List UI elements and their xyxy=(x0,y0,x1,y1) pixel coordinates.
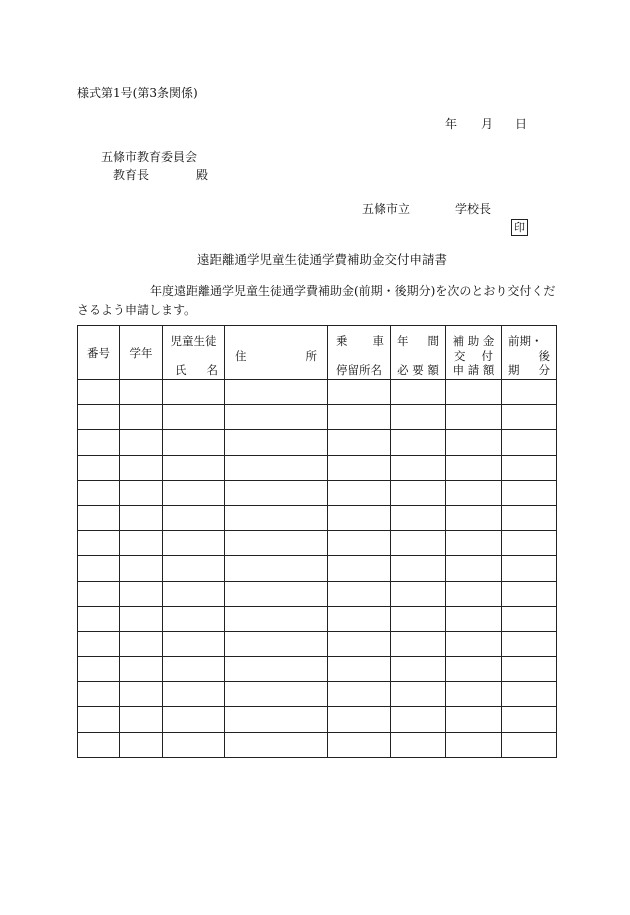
addressee-honorific: 殿 xyxy=(196,168,209,182)
cell-student-name[interactable] xyxy=(163,682,225,707)
cell-boarding-stop[interactable] xyxy=(328,707,391,732)
table-row xyxy=(78,405,557,430)
cell-annual-amount[interactable] xyxy=(391,405,446,430)
cell-subsidy-amount[interactable] xyxy=(446,430,502,455)
cell-grade[interactable] xyxy=(120,682,163,707)
header-grade xyxy=(120,326,163,380)
cell-grade[interactable] xyxy=(120,606,163,631)
table-row xyxy=(78,631,557,656)
cell-subsidy-amount[interactable] xyxy=(446,606,502,631)
cell-boarding-stop[interactable] xyxy=(328,556,391,581)
cell-period[interactable] xyxy=(502,531,557,556)
table-row xyxy=(78,505,557,530)
body-text-line-1: 年度遠距離通学児童生徒通学費補助金(前期・後期分)を次のとおり交付くだ xyxy=(150,284,556,298)
cell-grade[interactable] xyxy=(120,631,163,656)
cell-annual-amount[interactable] xyxy=(391,455,446,480)
cell-period[interactable] xyxy=(502,480,557,505)
cell-boarding-stop[interactable] xyxy=(328,581,391,606)
cell-annual-amount[interactable] xyxy=(391,505,446,530)
cell-period[interactable] xyxy=(502,405,557,430)
table-row xyxy=(78,581,557,606)
cell-subsidy-amount[interactable] xyxy=(446,380,502,405)
table-row xyxy=(78,480,557,505)
addressee-superintendent: 教育長 xyxy=(113,168,150,182)
cell-subsidy-amount[interactable] xyxy=(446,531,502,556)
cell-address[interactable] xyxy=(225,657,328,682)
header-boarding-stop xyxy=(328,326,391,380)
cell-subsidy-amount[interactable] xyxy=(446,405,502,430)
header-period-bottom-1: 期 xyxy=(508,363,520,377)
cell-subsidy-amount[interactable] xyxy=(446,581,502,606)
cell-annual-amount[interactable] xyxy=(391,380,446,405)
header-subsidy-mid-1: 交 xyxy=(454,349,466,363)
header-annual-top-2: 間 xyxy=(427,334,439,348)
table-row xyxy=(78,531,557,556)
cell-boarding-stop[interactable] xyxy=(328,732,391,757)
cell-annual-amount[interactable] xyxy=(391,556,446,581)
cell-address[interactable] xyxy=(225,505,328,530)
cell-annual-amount[interactable] xyxy=(391,707,446,732)
cell-period[interactable] xyxy=(502,682,557,707)
form-number: 様式第1号(第3条関係) xyxy=(77,86,198,100)
cell-number[interactable] xyxy=(78,606,120,631)
header-student-name xyxy=(163,326,225,380)
cell-student-name[interactable] xyxy=(163,505,225,530)
cell-period[interactable] xyxy=(502,505,557,530)
cell-subsidy-amount[interactable] xyxy=(446,505,502,530)
cell-student-name[interactable] xyxy=(163,657,225,682)
cell-subsidy-amount[interactable] xyxy=(446,455,502,480)
cell-subsidy-amount[interactable] xyxy=(446,480,502,505)
table-header-row xyxy=(78,326,557,380)
cell-grade[interactable] xyxy=(120,505,163,530)
table-row xyxy=(78,682,557,707)
cell-number[interactable] xyxy=(78,405,120,430)
cell-grade[interactable] xyxy=(120,657,163,682)
table-row xyxy=(78,556,557,581)
cell-boarding-stop[interactable] xyxy=(328,455,391,480)
cell-period[interactable] xyxy=(502,657,557,682)
header-annual-amount xyxy=(391,326,446,380)
cell-annual-amount[interactable] xyxy=(391,631,446,656)
header-period-bottom-2: 分 xyxy=(538,363,550,377)
cell-period[interactable] xyxy=(502,606,557,631)
cell-number[interactable] xyxy=(78,480,120,505)
cell-grade[interactable] xyxy=(120,480,163,505)
header-boarding-top-2: 車 xyxy=(372,334,384,348)
cell-annual-amount[interactable] xyxy=(391,682,446,707)
header-student-name-bottom-2: 名 xyxy=(206,363,218,377)
header-period xyxy=(502,326,557,380)
cell-annual-amount[interactable] xyxy=(391,606,446,631)
header-student-name-bottom-1: 氏 xyxy=(175,363,187,377)
addressee-board: 五條市教育委員会 xyxy=(101,150,198,164)
cell-student-name[interactable] xyxy=(163,455,225,480)
cell-address[interactable] xyxy=(225,631,328,656)
cell-address[interactable] xyxy=(225,707,328,732)
cell-address[interactable] xyxy=(225,380,328,405)
header-period-top: 前期・ xyxy=(508,334,543,348)
cell-grade[interactable] xyxy=(120,405,163,430)
cell-subsidy-amount[interactable] xyxy=(446,682,502,707)
cell-grade[interactable] xyxy=(120,707,163,732)
cell-address[interactable] xyxy=(225,732,328,757)
body-text-line-2: さるよう申請します。 xyxy=(77,303,197,317)
table-row xyxy=(78,657,557,682)
cell-boarding-stop[interactable] xyxy=(328,531,391,556)
cell-boarding-stop[interactable] xyxy=(328,505,391,530)
cell-period[interactable] xyxy=(502,455,557,480)
applicant-principal: 学校長 xyxy=(455,202,492,216)
cell-address[interactable] xyxy=(225,405,328,430)
cell-boarding-stop[interactable] xyxy=(328,682,391,707)
cell-address[interactable] xyxy=(225,480,328,505)
document-title: 遠距離通学児童生徒通学費補助金交付申請書 xyxy=(197,252,448,267)
header-address xyxy=(225,326,328,380)
header-annual-bottom: 必 要 額 xyxy=(397,363,439,377)
application-table xyxy=(77,325,557,758)
header-address-2: 所 xyxy=(305,349,317,363)
cell-boarding-stop[interactable] xyxy=(328,430,391,455)
cell-annual-amount[interactable] xyxy=(391,581,446,606)
date-day-label: 日 xyxy=(515,117,528,131)
cell-subsidy-amount[interactable] xyxy=(446,707,502,732)
cell-boarding-stop[interactable] xyxy=(328,606,391,631)
cell-period[interactable] xyxy=(502,380,557,405)
header-number xyxy=(78,326,120,380)
cell-student-name[interactable] xyxy=(163,732,225,757)
cell-number[interactable] xyxy=(78,531,120,556)
cell-student-name[interactable] xyxy=(163,556,225,581)
cell-period[interactable] xyxy=(502,430,557,455)
table-row xyxy=(78,707,557,732)
cell-number[interactable] xyxy=(78,505,120,530)
cell-number[interactable] xyxy=(78,631,120,656)
header-subsidy-top: 補 助 金 xyxy=(452,334,495,348)
cell-student-name[interactable] xyxy=(163,480,225,505)
cell-student-name[interactable] xyxy=(163,707,225,732)
header-boarding-top-1: 乗 xyxy=(336,334,348,348)
cell-boarding-stop[interactable] xyxy=(328,480,391,505)
cell-student-name[interactable] xyxy=(163,581,225,606)
cell-period[interactable] xyxy=(502,631,557,656)
cell-boarding-stop[interactable] xyxy=(328,657,391,682)
date-year-label: 年 xyxy=(445,117,458,131)
header-subsidy-bottom: 申 請 額 xyxy=(452,363,495,377)
seal-stamp-box: 印 xyxy=(511,219,528,236)
date-month-label: 月 xyxy=(481,117,494,131)
cell-grade[interactable] xyxy=(120,556,163,581)
cell-address[interactable] xyxy=(225,531,328,556)
cell-student-name[interactable] xyxy=(163,430,225,455)
cell-period[interactable] xyxy=(502,732,557,757)
cell-grade[interactable] xyxy=(120,380,163,405)
table-row xyxy=(78,380,557,405)
cell-address[interactable] xyxy=(225,606,328,631)
header-annual-top-1: 年 xyxy=(397,334,409,348)
cell-number[interactable] xyxy=(78,430,120,455)
cell-address[interactable] xyxy=(225,430,328,455)
cell-student-name[interactable] xyxy=(163,631,225,656)
applicant-school-prefix: 五條市立 xyxy=(362,202,411,216)
header-grade-label: 学年 xyxy=(129,345,153,360)
cell-number[interactable] xyxy=(78,657,120,682)
cell-boarding-stop[interactable] xyxy=(328,380,391,405)
header-student-name-top: 児童生徒 xyxy=(170,334,217,348)
cell-grade[interactable] xyxy=(120,430,163,455)
cell-number[interactable] xyxy=(78,732,120,757)
cell-period[interactable] xyxy=(502,707,557,732)
header-subsidy-amount xyxy=(446,326,502,380)
cell-annual-amount[interactable] xyxy=(391,657,446,682)
cell-subsidy-amount[interactable] xyxy=(446,556,502,581)
table-row xyxy=(78,732,557,757)
cell-number[interactable] xyxy=(78,682,120,707)
cell-period[interactable] xyxy=(502,581,557,606)
cell-student-name[interactable] xyxy=(163,531,225,556)
table-row xyxy=(78,430,557,455)
cell-address[interactable] xyxy=(225,682,328,707)
cell-number[interactable] xyxy=(78,455,120,480)
cell-period[interactable] xyxy=(502,556,557,581)
cell-boarding-stop[interactable] xyxy=(328,405,391,430)
cell-annual-amount[interactable] xyxy=(391,480,446,505)
header-period-mid: 後 xyxy=(538,349,550,363)
cell-subsidy-amount[interactable] xyxy=(446,732,502,757)
cell-number[interactable] xyxy=(78,380,120,405)
header-boarding-bottom: 停留所名 xyxy=(336,363,382,377)
cell-grade[interactable] xyxy=(120,732,163,757)
cell-annual-amount[interactable] xyxy=(391,430,446,455)
cell-number[interactable] xyxy=(78,581,120,606)
header-number-label: 番号 xyxy=(87,345,110,360)
table-row xyxy=(78,606,557,631)
table-row xyxy=(78,455,557,480)
cell-address[interactable] xyxy=(225,581,328,606)
cell-number[interactable] xyxy=(78,707,120,732)
cell-student-name[interactable] xyxy=(163,405,225,430)
cell-annual-amount[interactable] xyxy=(391,531,446,556)
header-subsidy-mid-2: 付 xyxy=(481,349,493,363)
cell-number[interactable] xyxy=(78,556,120,581)
cell-grade[interactable] xyxy=(120,581,163,606)
cell-annual-amount[interactable] xyxy=(391,732,446,757)
cell-student-name[interactable] xyxy=(163,606,225,631)
cell-student-name[interactable] xyxy=(163,380,225,405)
cell-address[interactable] xyxy=(225,556,328,581)
cell-subsidy-amount[interactable] xyxy=(446,631,502,656)
cell-address[interactable] xyxy=(225,455,328,480)
cell-subsidy-amount[interactable] xyxy=(446,657,502,682)
header-address-1: 住 xyxy=(235,349,247,363)
cell-boarding-stop[interactable] xyxy=(328,631,391,656)
cell-grade[interactable] xyxy=(120,455,163,480)
table-body xyxy=(78,380,557,758)
cell-grade[interactable] xyxy=(120,531,163,556)
